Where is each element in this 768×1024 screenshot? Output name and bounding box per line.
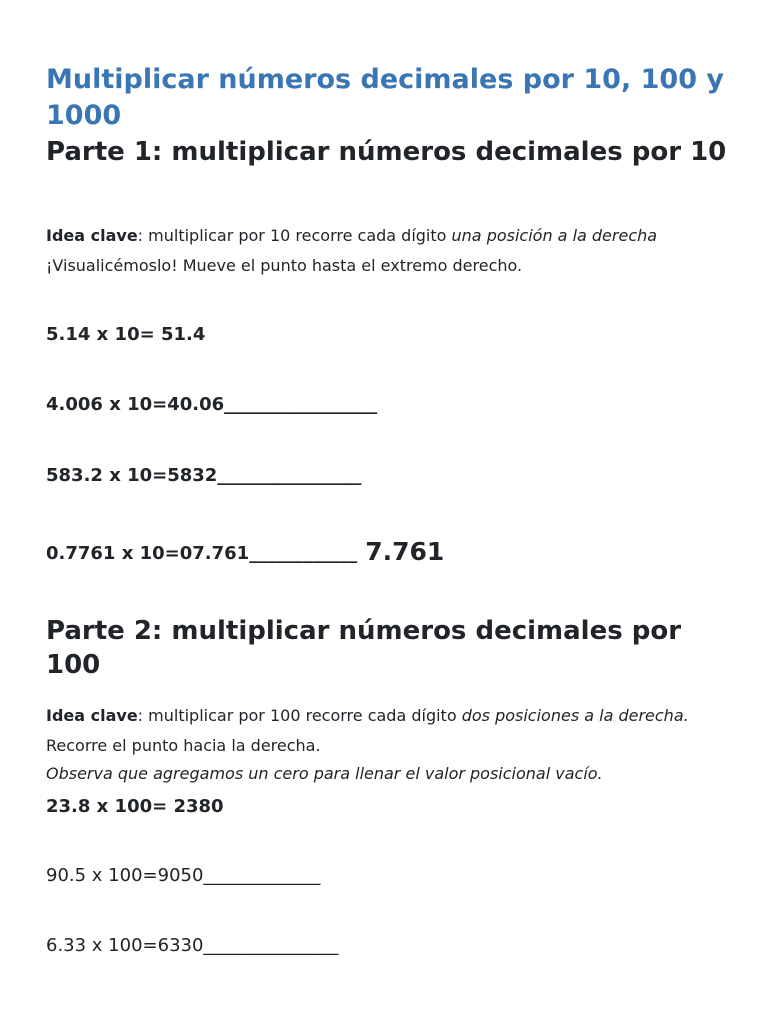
part2-idea-text-1: : multiplicar por 100 recorre cada dígito [137, 706, 462, 725]
part1-key-idea [46, 221, 736, 281]
part1-equation-2 [46, 393, 377, 417]
answer-blank: _______________ [203, 935, 339, 956]
equation-text: 583.2 x 10=5832 [46, 465, 218, 486]
equation-text: 5.14 x 10= 51.4 [46, 324, 206, 345]
part2-idea-italic: dos posiciones a la derecha. [461, 706, 689, 725]
part1-idea-label: Idea clave [46, 226, 138, 245]
part2-equation-2 [46, 864, 320, 888]
part1-equation-3 [46, 464, 361, 488]
part1-idea-text-2: ¡Visualicémoslo! Mueve el punto hasta el extremo derecho. [46, 256, 523, 275]
answer-blank: _____________ [203, 865, 321, 886]
answer-blank: ________________ [217, 465, 362, 486]
handwritten-answer: 7.761 [365, 537, 445, 566]
part2-idea-label: Idea clave [46, 706, 138, 725]
equation-text: 4.006 x 10=40.06 [46, 394, 225, 415]
part2-key-idea [46, 701, 736, 761]
part1-heading: Parte 1: multiplicar números decimales por 10 [46, 137, 727, 167]
answer-blank: _________________ [224, 394, 378, 415]
equation-text: 90.5 x 100=9050 [46, 865, 204, 886]
part2-idea-text-2: Recorre el punto hacia la derecha. [46, 736, 321, 755]
page-title: Multiplicar números decimales por 10, 100 y 1000 [46, 64, 724, 131]
part1-equation-4 [46, 537, 445, 566]
part1-idea-italic: una posición a la derecha [451, 226, 658, 245]
answer-blank: ____________ [249, 543, 358, 564]
part1-idea-text-1: : multiplicar por 10 recorre cada dígito [137, 226, 452, 245]
part2-note-text: Observa que agregamos un cero para llenar el valor posicional vacío. [46, 764, 603, 783]
part1-equation-1 [46, 323, 205, 347]
equation-text: 0.7761 x 10=07.761 [46, 543, 250, 564]
part2-equation-1 [46, 795, 224, 819]
part2-heading: Parte 2: multiplicar números decimales por 100 [46, 616, 682, 680]
equation-text: 23.8 x 100= 2380 [46, 796, 224, 817]
part2-note [46, 759, 736, 789]
equation-text: 6.33 x 100=6330 [46, 935, 204, 956]
part2-equation-3 [46, 934, 338, 958]
